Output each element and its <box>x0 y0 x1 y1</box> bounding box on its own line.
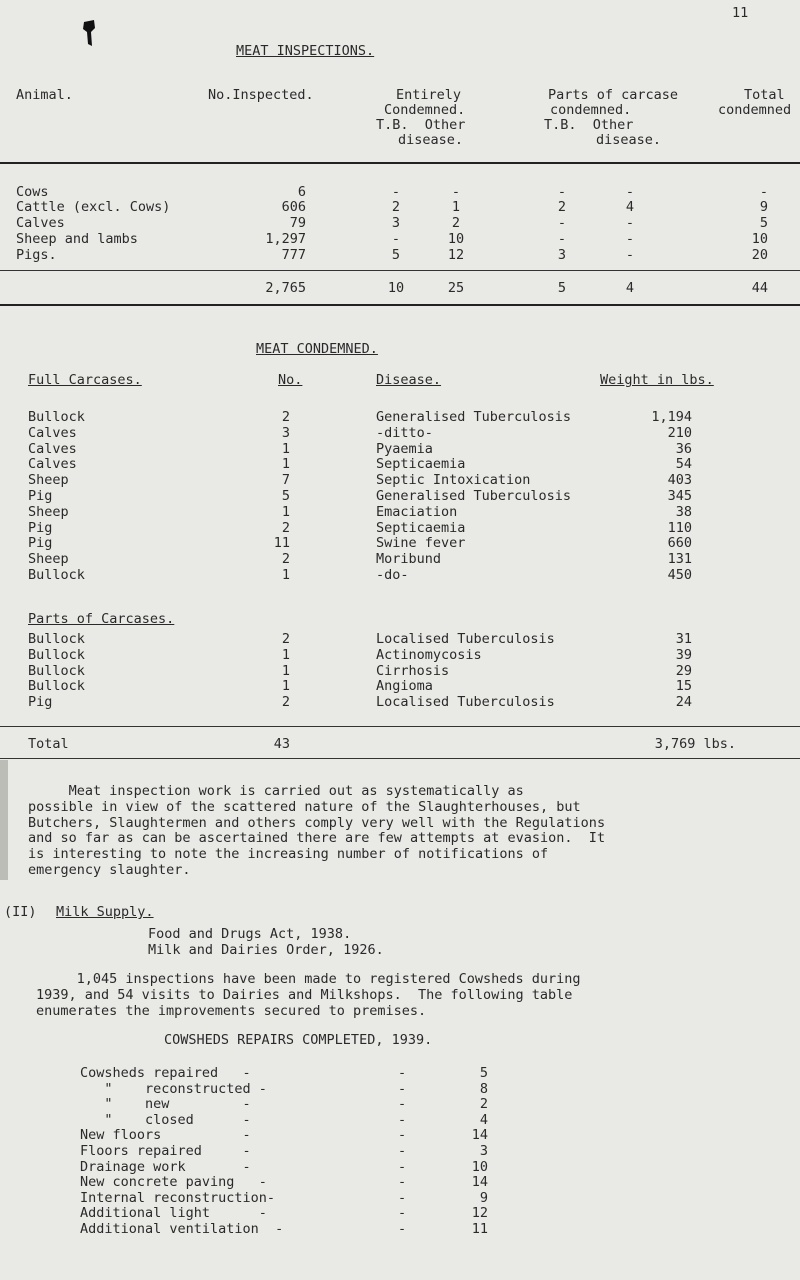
repair-dash: - <box>398 1189 407 1206</box>
repair-label: New floors - <box>80 1127 251 1144</box>
cell-total: 9 <box>759 199 768 215</box>
cell-animal: Pig <box>28 694 53 711</box>
cell-weight: 15 <box>675 678 692 695</box>
cell-p-tb: - <box>557 184 567 200</box>
repair-label: " reconstructed - <box>80 1080 267 1097</box>
repair-dash: - <box>398 1205 407 1222</box>
header-total-2: condemned <box>718 102 792 118</box>
ink-blot-icon <box>82 20 96 46</box>
header-entirely-1: Entirely <box>396 87 462 103</box>
cell-animal: Cattle (excl. Cows) <box>16 199 171 215</box>
cell-animal: Sheep <box>28 503 69 520</box>
rule <box>0 270 800 271</box>
repair-value: 2 <box>479 1096 488 1113</box>
cell-disease: Generalised Tuberculosis <box>376 488 572 504</box>
header-full-carcases: Full Carcases. <box>28 372 142 388</box>
cell-e-other: 2 <box>451 215 461 231</box>
paragraph-line: 1,045 inspections have been made to registered Cowsheds during <box>36 971 581 987</box>
repair-label: Floors repaired - <box>80 1143 251 1159</box>
page-number: 11 <box>732 5 749 21</box>
inspection-title: MEAT INSPECTIONS. <box>236 43 375 59</box>
repair-value: 9 <box>479 1189 488 1206</box>
cell-no: 79 <box>289 215 306 231</box>
cell-no: 2 <box>281 631 290 647</box>
header-entirely-3: T.B. Other <box>376 117 466 133</box>
cell-p-tb: 3 <box>557 247 567 263</box>
cell-disease: Angioma <box>376 678 433 695</box>
repair-label: Internal reconstruction- <box>80 1189 276 1206</box>
cell-e-tb: 10 <box>387 280 405 296</box>
cell-disease: Pyaemia <box>376 440 433 457</box>
cell-e-tb: 2 <box>391 199 401 215</box>
repair-dash: - <box>398 1111 407 1128</box>
cell-e-other: 1 <box>451 199 461 215</box>
cell-animal: Pigs. <box>16 247 57 263</box>
repair-label: Cowsheds repaired - <box>80 1065 251 1081</box>
cell-disease: -do- <box>376 567 409 583</box>
cell-weight: 36 <box>675 440 692 457</box>
repair-dash: - <box>398 1096 407 1113</box>
repair-value: 11 <box>471 1221 488 1237</box>
repair-dash: - <box>398 1065 407 1081</box>
cell-animal: Sheep <box>28 472 69 489</box>
cell-p-tb: 5 <box>557 280 567 296</box>
condemned-title: MEAT CONDEMNED. <box>256 341 378 357</box>
cell-no: 2 <box>281 519 290 536</box>
cell-no: 5 <box>281 488 290 504</box>
total-weight: 3,769 lbs. <box>654 736 736 752</box>
cell-disease: Cirrhosis <box>376 662 450 679</box>
cell-e-tb: - <box>391 231 401 247</box>
section-number: (II) <box>4 904 37 920</box>
cell-no: 2 <box>281 694 290 711</box>
cell-weight: 24 <box>675 694 692 711</box>
cell-p-other: - <box>625 247 635 263</box>
repair-value: 4 <box>479 1111 488 1128</box>
cell-disease: Emaciation <box>376 503 458 520</box>
cell-weight: 31 <box>675 631 692 647</box>
cell-no: 1,297 <box>265 231 306 247</box>
cell-weight: 110 <box>667 519 692 536</box>
repair-label: " closed - <box>80 1111 251 1128</box>
cell-animal: Cows <box>16 184 49 200</box>
cell-animal: Calves <box>28 424 77 441</box>
cell-total: - <box>759 184 768 200</box>
header-entirely-2: Condemned. <box>384 102 466 118</box>
repair-value: 12 <box>471 1205 488 1222</box>
header-weight: Weight in lbs. <box>600 372 714 388</box>
paragraph-line: emergency slaughter. <box>28 862 191 878</box>
repair-value: 5 <box>479 1065 488 1081</box>
repair-value: 10 <box>471 1158 488 1175</box>
header-parts-3: T.B. Other <box>544 117 634 133</box>
total-label: Total <box>28 736 69 752</box>
cell-weight: 660 <box>667 535 692 552</box>
cell-animal: Sheep and lambs <box>16 231 138 247</box>
repairs-title: COWSHEDS REPAIRS COMPLETED, 1939. <box>164 1032 433 1048</box>
total-no: 43 <box>273 736 290 752</box>
cell-weight: 39 <box>675 646 692 663</box>
cell-p-tb: - <box>557 215 567 231</box>
cell-no: 2,765 <box>265 280 306 296</box>
header-parts-4: disease. <box>596 132 662 148</box>
cell-e-other: 12 <box>447 247 465 263</box>
cell-total: 44 <box>751 280 768 296</box>
cell-no: 1 <box>281 440 290 457</box>
paragraph-line: enumerates the improvements secured to premises. <box>36 1002 427 1019</box>
cell-disease: Generalised Tuberculosis <box>376 409 572 425</box>
milk-supply-title: Milk Supply. <box>56 904 154 920</box>
paragraph-line: Meat inspection work is carried out as systematically as <box>28 783 524 799</box>
cell-p-tb: - <box>557 231 567 247</box>
repair-dash: - <box>398 1221 407 1237</box>
cell-disease: Actinomycosis <box>376 646 482 663</box>
header-animal: Animal. <box>16 87 73 103</box>
cell-disease: Swine fever <box>376 535 466 552</box>
cell-no: 606 <box>281 199 306 215</box>
header-no: No. <box>278 372 303 388</box>
cell-weight: 403 <box>667 472 692 489</box>
cell-weight: 29 <box>675 662 692 679</box>
cell-no: 1 <box>281 646 290 663</box>
cell-no: 1 <box>281 567 290 583</box>
cell-no: 2 <box>281 409 290 425</box>
paragraph-line: is interesting to note the increasing number of notifications of <box>28 846 549 863</box>
cell-animal: Calves <box>16 215 65 231</box>
page-edge-shadow <box>0 760 8 880</box>
cell-no: 777 <box>281 247 306 263</box>
cell-no: 11 <box>273 535 290 552</box>
cell-no: 1 <box>281 662 290 679</box>
cell-animal: Calves <box>28 440 77 457</box>
cell-no: 1 <box>281 678 290 695</box>
cell-weight: 54 <box>675 456 692 473</box>
repair-label: " new - <box>80 1096 251 1113</box>
cell-p-other: 4 <box>625 280 635 296</box>
cell-weight: 38 <box>675 503 692 520</box>
cell-e-other: 10 <box>447 231 465 247</box>
cell-no: 1 <box>281 503 290 520</box>
act-line-2: Milk and Dairies Order, 1926. <box>148 942 384 958</box>
repair-label: Drainage work - <box>80 1158 251 1175</box>
cell-e-tb: - <box>391 184 401 200</box>
cell-disease: Septic Intoxication <box>376 472 531 489</box>
parts-title: Parts of Carcases. <box>28 611 175 627</box>
cell-disease: Localised Tuberculosis <box>376 694 555 711</box>
cell-e-tb: 5 <box>391 247 401 263</box>
cell-weight: 1,194 <box>651 409 692 425</box>
cell-animal: Bullock <box>28 662 85 679</box>
cell-weight: 345 <box>667 488 692 504</box>
cell-no: 3 <box>281 424 290 441</box>
header-total-1: Total <box>744 87 785 103</box>
cell-weight: 210 <box>667 424 692 441</box>
repair-dash: - <box>398 1143 407 1159</box>
cell-animal: Pig <box>28 535 53 552</box>
cell-total: 5 <box>759 215 768 231</box>
cell-animal: Pig <box>28 488 53 504</box>
repair-value: 14 <box>471 1174 488 1191</box>
cell-animal: Pig <box>28 519 53 536</box>
cell-animal: Calves <box>28 456 77 473</box>
cell-p-other: - <box>625 231 635 247</box>
repair-dash: - <box>398 1080 407 1097</box>
cell-p-other: - <box>625 184 635 200</box>
cell-animal: Bullock <box>28 631 85 647</box>
header-no-inspected: No.Inspected. <box>208 87 314 103</box>
cell-no: 2 <box>281 551 290 568</box>
cell-animal: Bullock <box>28 409 85 425</box>
cell-p-other: 4 <box>625 199 635 215</box>
header-entirely-4: disease. <box>398 132 464 148</box>
cell-total: 10 <box>751 231 768 247</box>
cell-animal: Sheep <box>28 551 69 568</box>
cell-no: 7 <box>281 472 290 489</box>
cell-weight: 131 <box>667 551 692 568</box>
repair-dash: - <box>398 1127 407 1144</box>
cell-animal: Bullock <box>28 678 85 695</box>
rule <box>0 758 800 759</box>
repair-label: Additional ventilation - <box>80 1221 284 1237</box>
rule <box>0 304 800 306</box>
cell-e-other: 25 <box>447 280 465 296</box>
paragraph-line: Butchers, Slaughtermen and others comply very well with the Regulations <box>28 814 606 831</box>
cell-disease: Localised Tuberculosis <box>376 631 555 647</box>
cell-e-other: - <box>451 184 461 200</box>
cell-disease: Septicaemia <box>376 456 466 473</box>
header-parts-2: condemned. <box>550 102 632 118</box>
cell-total: 20 <box>751 247 768 263</box>
cell-no: 6 <box>297 184 306 200</box>
act-line-1: Food and Drugs Act, 1938. <box>148 926 352 942</box>
cell-animal: Bullock <box>28 567 85 583</box>
repair-dash: - <box>398 1174 407 1191</box>
cell-p-tb: 2 <box>557 199 567 215</box>
repair-label: Additional light - <box>80 1205 267 1222</box>
cell-p-other: - <box>625 215 635 231</box>
rule <box>0 162 800 164</box>
cell-disease: Moribund <box>376 551 442 568</box>
rule <box>0 726 800 727</box>
cell-no: 1 <box>281 456 290 473</box>
cell-animal: Bullock <box>28 646 85 663</box>
repair-label: New concrete paving - <box>80 1174 267 1191</box>
cell-disease: -ditto- <box>376 424 433 441</box>
cell-disease: Septicaemia <box>376 519 466 536</box>
repair-value: 8 <box>479 1080 488 1097</box>
header-parts-1: Parts of carcase <box>548 87 679 103</box>
cell-e-tb: 3 <box>391 215 401 231</box>
header-disease: Disease. <box>376 372 442 388</box>
repair-value: 14 <box>471 1127 488 1144</box>
repair-value: 3 <box>479 1143 488 1159</box>
paragraph-line: 1939, and 54 visits to Dairies and Milkshops. The following table <box>36 986 573 1003</box>
paragraph-line: and so far as can be ascertained there are few attempts at evasion. It <box>28 830 606 847</box>
cell-weight: 450 <box>667 567 692 583</box>
repair-dash: - <box>398 1158 407 1175</box>
paragraph-line: possible in view of the scattered nature of the Slaughterhouses, but <box>28 798 581 815</box>
